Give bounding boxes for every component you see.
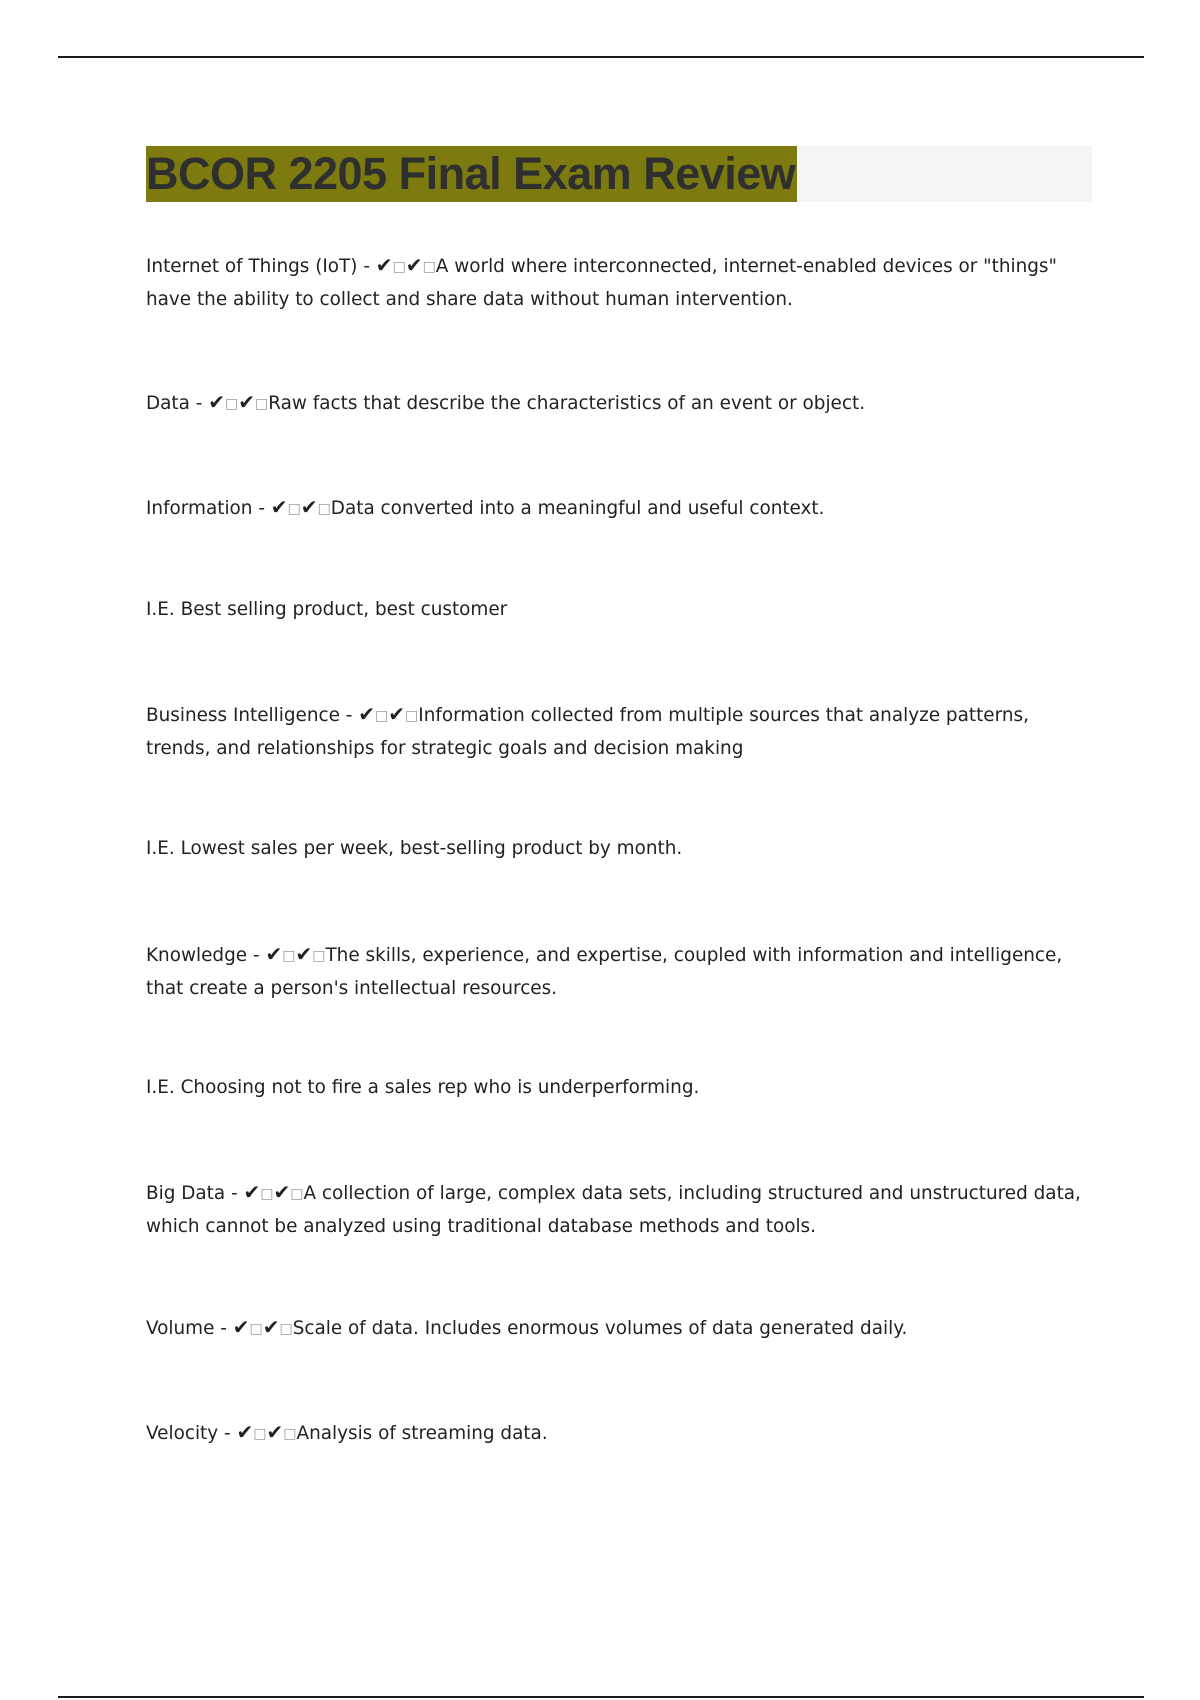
check-icon: ✔: [236, 1420, 254, 1444]
box-icon: □: [422, 259, 436, 275]
check-icon: ✔: [358, 702, 376, 726]
entry-volume: [146, 1311, 1086, 1346]
entry-knowledge: [146, 938, 1086, 1005]
entry-term: Big Data: [146, 1183, 226, 1204]
entry-term: Data: [146, 393, 190, 414]
entry-definition: Raw facts that describe the characteristics of an event or object.: [268, 393, 866, 414]
entry-information: [146, 491, 1086, 526]
box-icon: □: [317, 501, 331, 517]
check-icon: ✔: [262, 1315, 280, 1339]
check-icon: ✔: [208, 390, 226, 414]
box-icon: □: [260, 1186, 274, 1202]
entry-term: Velocity: [146, 1423, 219, 1444]
check-icon: ✔: [405, 253, 423, 277]
entry-term: Business Intelligence: [146, 705, 340, 726]
check-icon: ✔: [270, 495, 288, 519]
page-title: BCOR 2205 Final Exam Review: [146, 146, 797, 202]
check-icon: ✔: [273, 1180, 291, 1204]
box-icon: □: [290, 1186, 304, 1202]
box-icon: □: [282, 948, 296, 964]
entry-definition: Scale of data. Includes enormous volumes of data generated daily.: [292, 1318, 908, 1339]
box-icon: □: [392, 259, 406, 275]
box-icon: □: [255, 396, 269, 412]
entry-definition: Analysis of streaming data.: [296, 1423, 548, 1444]
entry-business-intelligence: [146, 698, 1086, 765]
check-icon: ✔: [238, 390, 256, 414]
example-line: [146, 833, 1086, 865]
box-icon: □: [283, 1426, 297, 1442]
check-icon: ✔: [388, 702, 406, 726]
example-text: I.E. Best selling product, best customer: [146, 599, 508, 620]
entry-term: Knowledge: [146, 945, 248, 966]
entry-definition: The skills, experience, and expertise, coupled with information and intelligence, that create a person's intellectual resources.: [146, 945, 1063, 999]
entry-data: [146, 386, 1086, 421]
entry-separator: -: [214, 1318, 233, 1339]
box-icon: □: [249, 1321, 263, 1337]
entry-separator: -: [189, 393, 209, 414]
box-icon: □: [405, 708, 419, 724]
box-icon: □: [287, 501, 301, 517]
entry-separator: -: [339, 705, 359, 726]
entry-separator: -: [247, 945, 266, 966]
check-icon: ✔: [243, 1180, 261, 1204]
check-icon: ✔: [295, 942, 313, 966]
entry-velocity: [146, 1416, 1086, 1451]
check-icon: ✔: [232, 1315, 250, 1339]
entry-term: Internet of Things (IoT): [146, 256, 358, 277]
example-text: I.E. Choosing not to fire a sales rep who is underperforming.: [146, 1077, 700, 1098]
top-rule: [58, 56, 1144, 58]
entry-definition: A collection of large, complex data sets, including structured and unstructured data, which cannot be analyzed using traditional database methods and tools.: [146, 1183, 1081, 1237]
entry-definition: A world where interconnected, internet-enabled devices or "things" have the ability to collect and share data without human intervention.: [146, 256, 1057, 310]
entry-definition: Information collected from multiple sources that analyze patterns, trends, and relationships for strategic goals and decision making: [146, 705, 1029, 759]
entry-separator: -: [357, 256, 376, 277]
bottom-rule: [58, 1696, 1144, 1698]
check-icon: ✔: [265, 942, 283, 966]
example-line: [146, 594, 1086, 626]
box-icon: □: [375, 708, 389, 724]
box-icon: □: [225, 396, 239, 412]
box-icon: □: [279, 1321, 293, 1337]
box-icon: □: [312, 948, 326, 964]
box-icon: □: [253, 1426, 267, 1442]
entry-term: Information: [146, 498, 253, 519]
entry-term: Volume: [146, 1318, 215, 1339]
entry-iot: [146, 249, 1086, 316]
check-icon: ✔: [266, 1420, 284, 1444]
check-icon: ✔: [300, 495, 318, 519]
example-line: [146, 1072, 1086, 1104]
entry-big-data: [146, 1176, 1086, 1243]
entry-separator: -: [225, 1183, 244, 1204]
check-icon: ✔: [375, 253, 393, 277]
entry-separator: -: [252, 498, 271, 519]
example-text: I.E. Lowest sales per week, best-selling product by month.: [146, 838, 683, 859]
entry-definition: Data converted into a meaningful and useful context.: [330, 498, 825, 519]
entry-separator: -: [218, 1423, 237, 1444]
